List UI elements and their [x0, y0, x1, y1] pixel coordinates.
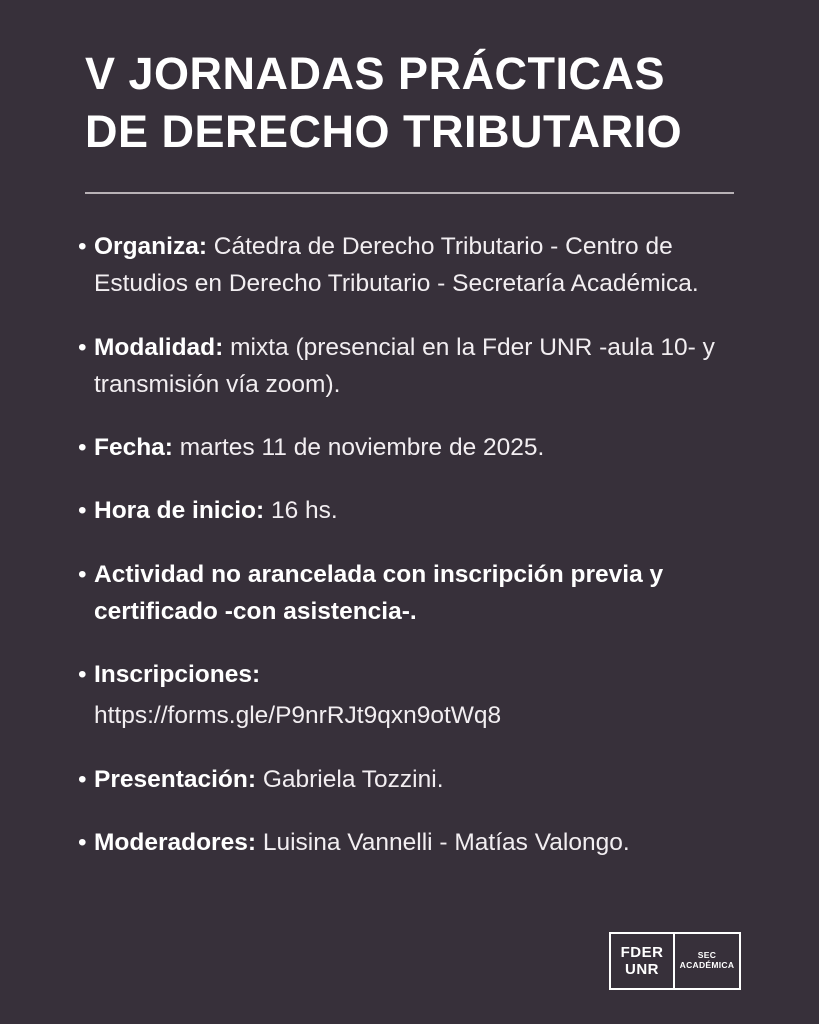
bullet-marker: • [78, 560, 87, 588]
list-item-text [94, 429, 741, 466]
list-item-text [94, 656, 741, 734]
sec-academica-logo-line-1: SEC [697, 950, 717, 961]
bullet-marker: • [78, 765, 87, 793]
list-item-label: Hora de inicio: [94, 497, 265, 525]
sec-academica-logo-line-2: ACADÉMICA [679, 960, 735, 970]
list-item-text [94, 228, 741, 302]
fder-unr-logo-line-1: FDER [620, 943, 664, 961]
list-item-label: Inscripciones: [94, 661, 261, 689]
list-item [78, 656, 741, 734]
list-item-text [94, 492, 741, 529]
list-item [78, 824, 741, 861]
list-item-value: 16 hs. [264, 497, 338, 525]
list-item [78, 761, 741, 798]
list-item-value: martes 11 de noviembre de 2025. [172, 434, 545, 462]
list-item-text [94, 824, 741, 861]
list-item [78, 556, 741, 630]
list-item-label: Moderadores: [94, 828, 257, 856]
bullet-marker: • [78, 233, 87, 261]
list-item-text [94, 761, 741, 798]
list-item [78, 492, 741, 529]
logo-group [609, 932, 741, 990]
list-item-value: Luisina Vannelli - Matías Valongo. [256, 828, 630, 856]
bullet-marker: • [78, 434, 87, 462]
sec-academica-logo [675, 932, 741, 990]
divider [85, 192, 734, 194]
title-line-2: DE DERECHO TRIBUTARIO [85, 105, 683, 157]
bullet-marker: • [78, 333, 87, 361]
fder-unr-logo-line-2: UNR [625, 961, 659, 978]
fder-unr-logo [609, 932, 675, 990]
bullet-marker: • [78, 497, 87, 525]
list-item-text [94, 329, 741, 403]
list-item-text [94, 556, 741, 630]
list-item-label: Organiza: [94, 233, 207, 261]
registration-link[interactable]: https://forms.gle/P9nrRJt9qxn9otWq8 [94, 702, 502, 730]
list-item-label: Presentación: [94, 765, 257, 793]
list-item-value: mixta (presencial en la Fder UNR -aula 10- y transmisión vía zoom). [94, 333, 715, 398]
list-item-label: Actividad no arancelada con inscripción previa y certificado -con asistencia-. [94, 560, 664, 625]
list-item-label: Fecha: [94, 434, 173, 462]
list-item-value: Gabriela Tozzini. [256, 765, 444, 793]
page-title [0, 0, 819, 160]
list-item [78, 429, 741, 466]
bullet-marker: • [78, 661, 87, 689]
list-item [78, 329, 741, 403]
list-item-value: Cátedra de Derecho Tributario - Centro de Estudios en Derecho Tributario - Secretaría Académica. [94, 233, 699, 298]
list-item-label: Modalidad: [94, 333, 224, 361]
bullet-list [0, 228, 819, 861]
bullet-marker: • [78, 828, 87, 856]
title-line-1: V JORNADAS PRÁCTICAS [85, 48, 666, 99]
list-item [78, 228, 741, 302]
